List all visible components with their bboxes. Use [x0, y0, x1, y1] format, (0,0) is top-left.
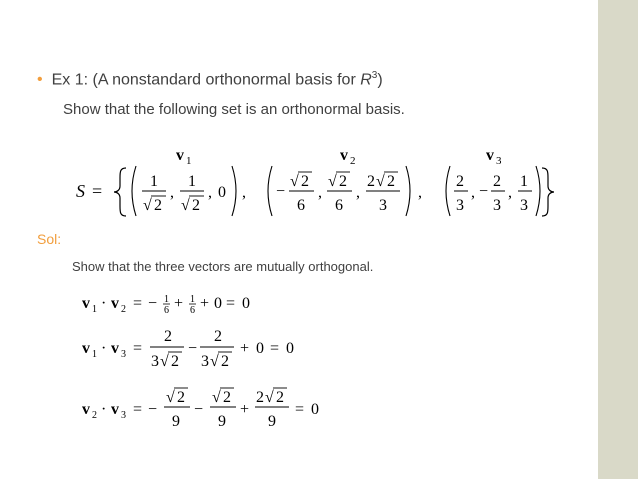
- v1-c1-num: 1: [150, 173, 158, 190]
- v3-comma1: ,: [471, 184, 475, 201]
- set-symbol: S: [76, 181, 85, 201]
- v1-paren-close: [232, 166, 236, 216]
- dp2-v1-sub: 1: [92, 349, 97, 360]
- dp2-eq1: =: [133, 340, 143, 357]
- v3-c3-den: 3: [520, 197, 528, 214]
- v2-paren-close: [406, 166, 410, 216]
- v2-comma2: ,: [356, 184, 360, 201]
- dp2-zero: 0: [256, 340, 264, 357]
- dp1-f2-num: 1: [190, 294, 195, 305]
- dp2-f2-num: 2: [214, 328, 222, 345]
- v3-c1-den: 3: [456, 197, 464, 214]
- dp1-result: 0: [242, 295, 250, 312]
- dp3-v3: v: [111, 401, 119, 418]
- dp3-f1-root: √: [166, 389, 175, 406]
- v2-c1-root: √: [290, 173, 299, 190]
- v3-c2-den: 3: [493, 197, 501, 214]
- dp3-v2-sub: 2: [92, 410, 97, 421]
- dp3-f2-rad: 2: [223, 389, 231, 406]
- v2-c1-den: 6: [297, 197, 305, 214]
- v2-c3-root: √: [376, 173, 385, 190]
- dp3-dot: ·: [101, 401, 107, 418]
- dot-product-v1-v2: [82, 294, 250, 316]
- v1-c1-root: √: [143, 197, 152, 214]
- v3-sub: 3: [496, 155, 502, 167]
- set-equals: =: [92, 181, 103, 201]
- v3-paren-close: [536, 166, 540, 216]
- v1-c1-den: 2: [154, 197, 162, 214]
- v3-paren-open: [446, 166, 450, 216]
- dp1-f1-num: 1: [164, 294, 169, 305]
- set-definition: [76, 147, 554, 216]
- dp1-plus1: +: [174, 295, 184, 312]
- v3-c3-num: 1: [520, 173, 528, 190]
- bullet-marker: •: [37, 71, 43, 89]
- v2-sub: 2: [350, 155, 356, 167]
- dp1-zero: 0: [214, 295, 222, 312]
- dp1-v1-sub: 1: [92, 304, 97, 315]
- v2-comma1: ,: [318, 184, 322, 201]
- dp2-minus: −: [188, 340, 198, 357]
- dp1-f2-den: 6: [190, 305, 195, 316]
- v2-c2-root: √: [328, 173, 337, 190]
- dp3-v3-sub: 3: [121, 410, 126, 421]
- dp3-f1-rad: 2: [177, 389, 185, 406]
- v2-paren-open: [268, 166, 272, 216]
- heading-var: R: [360, 71, 372, 89]
- dp1-eq1: =: [133, 295, 143, 312]
- v2-c3-coef: 2: [367, 173, 375, 190]
- v2-minus: −: [276, 183, 286, 200]
- v3-c1-num: 2: [456, 173, 464, 190]
- dp2-f2-root: √: [210, 353, 219, 370]
- dp1-dot: ·: [101, 295, 107, 312]
- v1-c3: 0: [218, 184, 226, 201]
- dp2-v1: v: [82, 340, 90, 357]
- dp3-eq1: =: [133, 401, 143, 418]
- v2-c2-den: 6: [335, 197, 343, 214]
- dot-product-v1-v3: [82, 328, 294, 370]
- dp1-v1: v: [82, 295, 90, 312]
- v2-label: v: [340, 147, 348, 164]
- v2-c3-den: 3: [379, 197, 387, 214]
- dp2-eq2: =: [270, 340, 280, 357]
- dp2-f1-rad: 2: [171, 353, 179, 370]
- dp3-f3-rad: 2: [276, 389, 284, 406]
- v1-sub: 1: [186, 155, 192, 167]
- sep-comma1: ,: [242, 184, 246, 201]
- dp3-f3-root: √: [265, 389, 274, 406]
- solution-label: Sol:: [37, 231, 62, 247]
- dp3-minus1: −: [148, 401, 158, 418]
- dp3-f3-den: 9: [268, 413, 276, 430]
- v2-c1-num: 2: [301, 173, 309, 190]
- dp2-v3-sub: 3: [121, 349, 126, 360]
- problem-statement: Show that the following set is an orthonormal basis.: [63, 101, 405, 118]
- dot-product-v2-v3: [82, 388, 319, 430]
- dp1-plus2: +: [200, 295, 210, 312]
- dp3-minus2: −: [194, 401, 204, 418]
- close-brace: [542, 168, 554, 216]
- v3-minus: −: [479, 183, 489, 200]
- v3-label: v: [486, 147, 494, 164]
- dp3-f1-den: 9: [172, 413, 180, 430]
- open-brace: [114, 168, 126, 216]
- v1-label: v: [176, 147, 184, 164]
- dp2-dot: ·: [101, 340, 107, 357]
- dp1-eq2: =: [226, 295, 236, 312]
- dp2-f2-rad: 2: [221, 353, 229, 370]
- dp1-minus: −: [148, 295, 158, 312]
- dp2-f2-coef: 3: [201, 353, 209, 370]
- heading-exponent: 3: [371, 70, 378, 81]
- v1-c2-den: 2: [192, 197, 200, 214]
- dp2-f1-coef: 3: [151, 353, 159, 370]
- dp3-result: 0: [311, 401, 319, 418]
- v1-comma1: ,: [170, 184, 174, 201]
- solution-statement: Show that the three vectors are mutually orthogonal.: [72, 259, 374, 274]
- v1-comma2: ,: [208, 184, 212, 201]
- v3-comma2: ,: [508, 184, 512, 201]
- v3-c2-num: 2: [493, 173, 501, 190]
- dp3-eq2: =: [295, 401, 305, 418]
- dp2-result: 0: [286, 340, 294, 357]
- sep-comma2: ,: [418, 184, 422, 201]
- dp3-v2: v: [82, 401, 90, 418]
- heading-end: ): [377, 71, 383, 89]
- v1-c2-num: 1: [188, 173, 196, 190]
- v2-c2-num: 2: [339, 173, 347, 190]
- dp3-f3-coef: 2: [256, 389, 264, 406]
- dp2-f1-num: 2: [164, 328, 172, 345]
- v2-c3-num: 2: [387, 173, 395, 190]
- dp1-v2: v: [111, 295, 119, 312]
- v1-paren-open: [132, 166, 136, 216]
- dp2-f1-root: √: [160, 353, 169, 370]
- dp3-plus: +: [240, 401, 250, 418]
- dp3-f2-den: 9: [218, 413, 226, 430]
- dp2-v3: v: [111, 340, 119, 357]
- dp1-f1-den: 6: [164, 305, 169, 316]
- dp3-f2-root: √: [212, 389, 221, 406]
- dp2-plus: +: [240, 340, 250, 357]
- v1-c2-root: √: [181, 197, 190, 214]
- dp1-v2-sub: 2: [121, 304, 126, 315]
- heading-text: Ex 1: (A nonstandard orthonormal basis for: [51, 71, 361, 89]
